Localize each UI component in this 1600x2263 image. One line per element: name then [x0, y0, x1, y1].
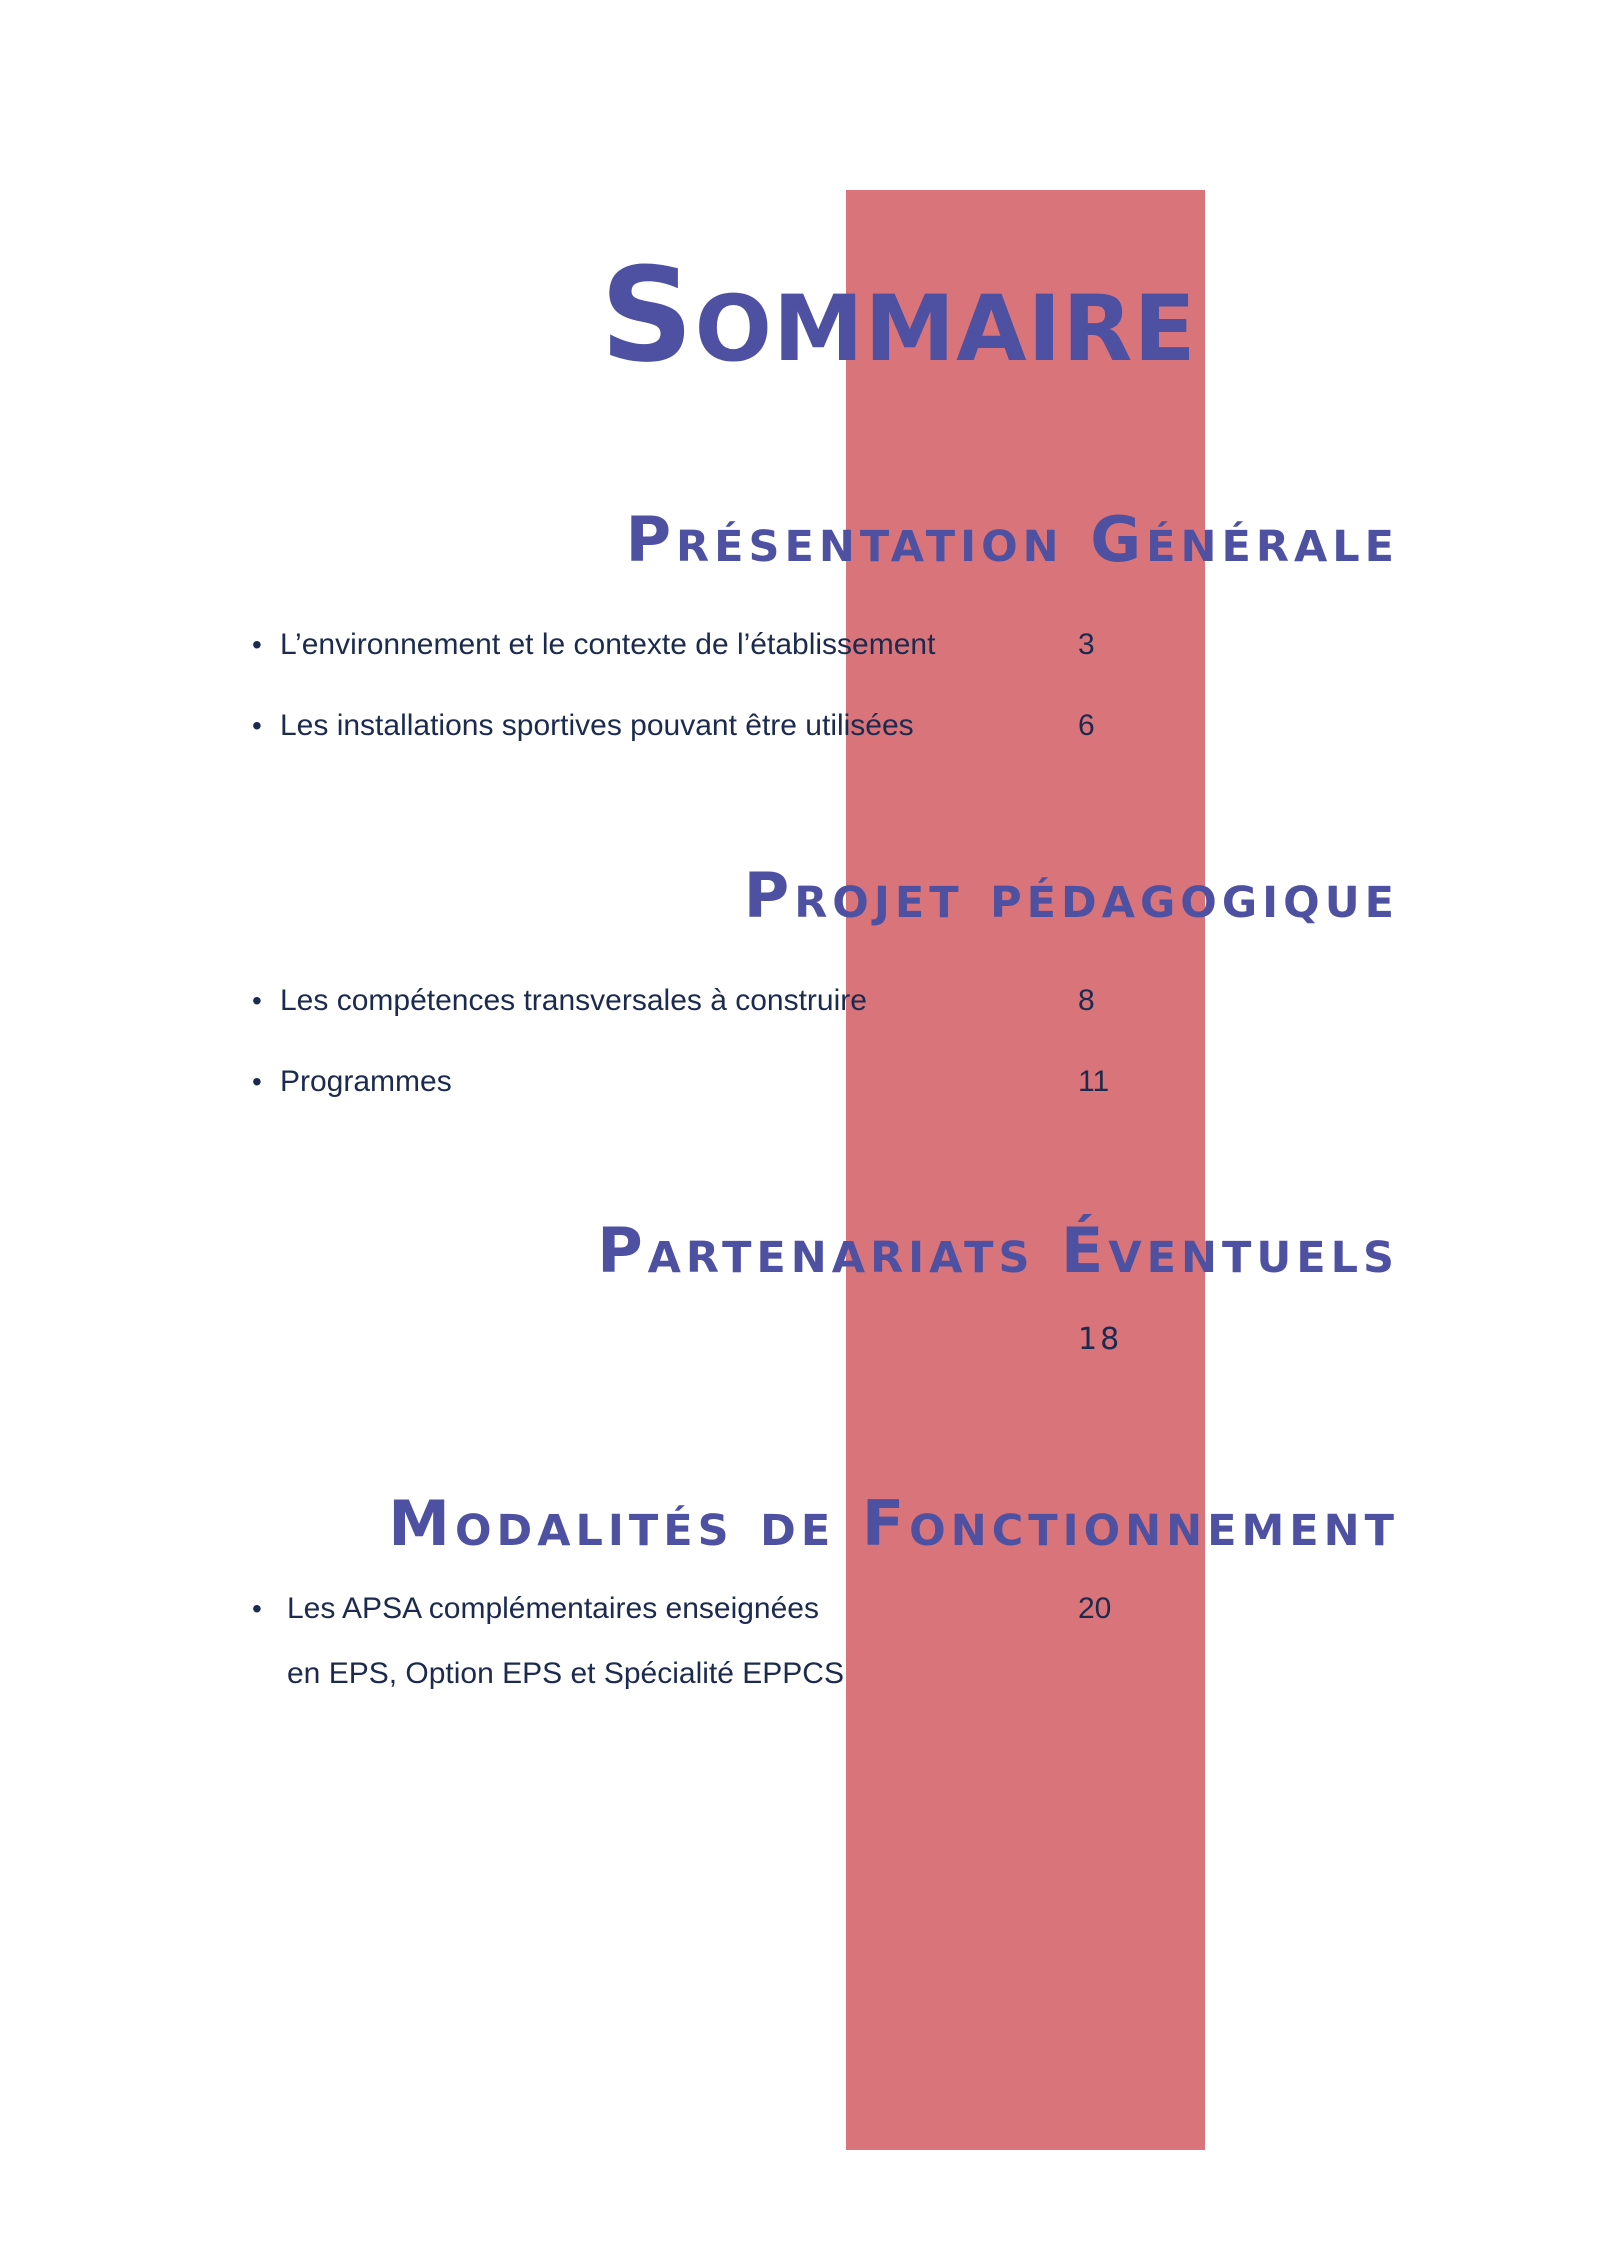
toc-entry-continuation: en EPS, Option EPS et Spécialité EPPCS	[287, 1657, 844, 1690]
bullet-icon: •	[252, 710, 262, 741]
toc-page-number: 18	[1078, 1322, 1123, 1357]
decorative-red-band	[846, 190, 1205, 2150]
bullet-icon: •	[252, 1593, 262, 1624]
toc-entry[interactable]	[252, 706, 914, 746]
bullet-icon: •	[252, 985, 262, 1016]
toc-page-number: 8	[1078, 984, 1095, 1017]
toc-entry-label: Programmes	[280, 1065, 452, 1098]
section-heading-partenariats-eventuels: Partenariats Éventuels	[597, 1214, 1399, 1287]
bullet-icon: •	[252, 629, 262, 660]
toc-entry-label: Les compétences transversales à construire	[280, 984, 867, 1017]
section-heading-projet-pedagogique: Projet pédagogique	[743, 859, 1399, 932]
toc-entry-label: Les APSA complémentaires enseignées	[287, 1592, 819, 1625]
toc-entry[interactable]	[252, 1062, 452, 1102]
section-heading-modalites-de-fonctionnement: Modalités de Fonctionnement	[388, 1487, 1399, 1560]
toc-page-number: 3	[1078, 628, 1095, 661]
section-heading-presentation-generale: Présentation Générale	[625, 503, 1399, 576]
toc-entry[interactable]	[252, 981, 867, 1021]
page-title: Sommaire	[600, 239, 1197, 391]
toc-entry-label: Les installations sportives pouvant être utilisées	[280, 709, 914, 742]
bullet-icon: •	[252, 1066, 262, 1097]
toc-page-number: 6	[1078, 709, 1095, 742]
toc-page-number: 11	[1078, 1065, 1110, 1098]
toc-entry-label: L’environnement et le contexte de l’établissement	[280, 628, 936, 661]
toc-entry[interactable]	[252, 1589, 819, 1629]
toc-page-number: 20	[1078, 1592, 1112, 1625]
toc-entry[interactable]	[252, 625, 935, 665]
